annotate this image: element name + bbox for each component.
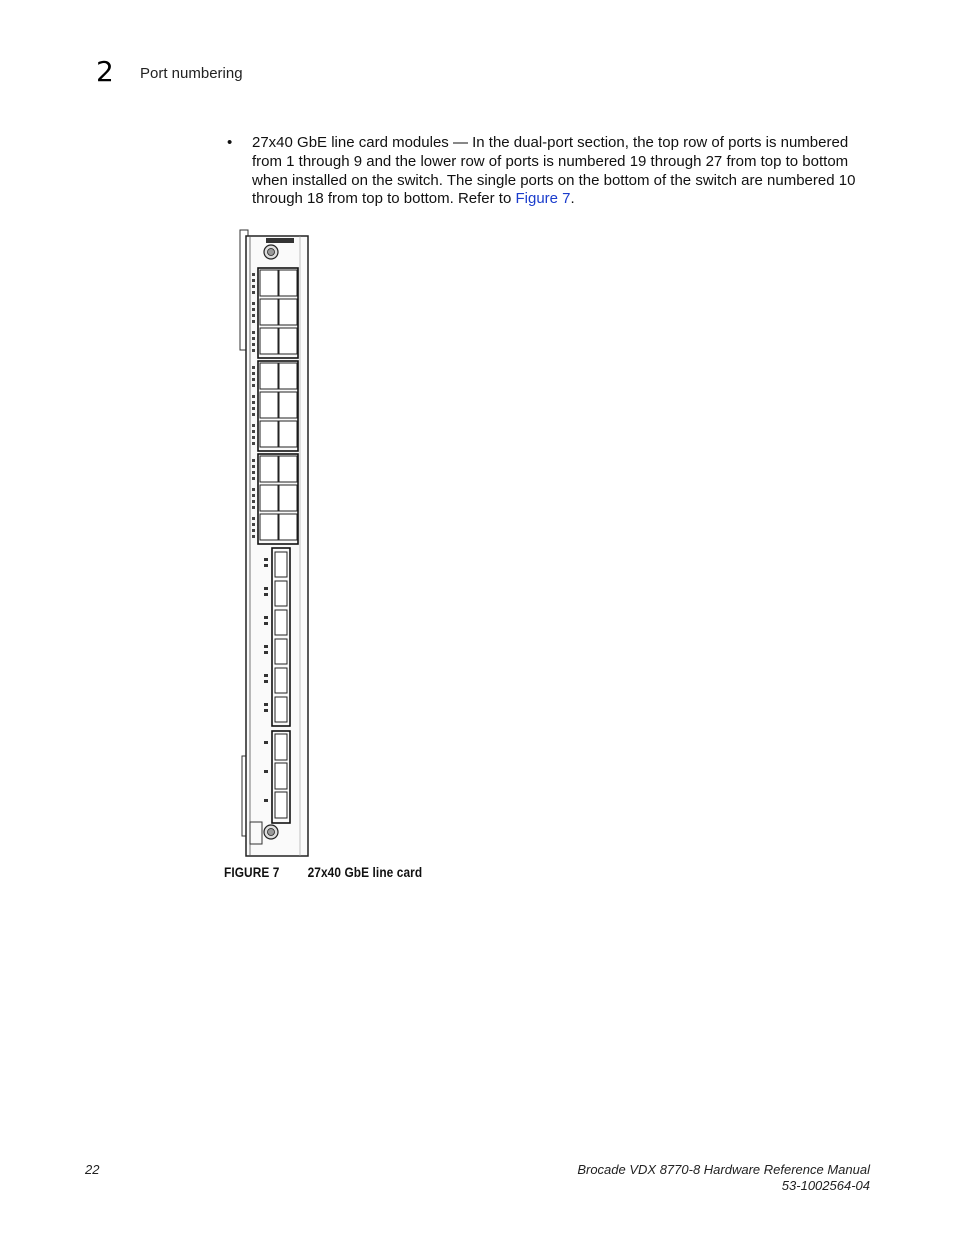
status-led	[252, 308, 255, 311]
dual-port-cage	[260, 514, 278, 540]
status-led	[264, 799, 268, 802]
single-port-cage	[275, 763, 287, 789]
status-led	[264, 616, 268, 619]
status-led	[252, 488, 255, 491]
single-port-cage	[275, 668, 287, 693]
page-number: 22	[85, 1162, 100, 1177]
status-led	[252, 343, 255, 346]
status-led	[264, 703, 268, 706]
status-led	[252, 494, 255, 497]
status-led	[252, 477, 255, 480]
status-led	[252, 471, 255, 474]
single-port-cage	[275, 639, 287, 664]
status-led	[264, 622, 268, 625]
status-led	[264, 709, 268, 712]
status-led	[252, 395, 255, 398]
dual-port-cage	[260, 421, 278, 447]
dual-port-cage	[260, 363, 278, 389]
status-led	[264, 651, 268, 654]
figure-label: FIGURE 7	[224, 865, 280, 880]
status-led	[264, 564, 268, 567]
bullet-paragraph	[252, 134, 873, 209]
status-led	[252, 331, 255, 334]
dual-port-cage	[260, 299, 278, 325]
status-led	[252, 430, 255, 433]
dual-port-cage	[260, 392, 278, 418]
bullet-period: .	[570, 190, 575, 208]
status-led	[264, 680, 268, 683]
dual-port-cage	[279, 456, 297, 482]
status-led	[252, 413, 255, 416]
status-led	[264, 587, 268, 590]
dual-port-cage	[279, 270, 297, 296]
single-port-cage	[275, 552, 287, 577]
dual-port-cage	[279, 421, 297, 447]
section-title: Port numbering	[140, 65, 243, 82]
dual-port-cage	[279, 328, 297, 354]
figure-reference-link[interactable]: Figure 7	[515, 190, 571, 208]
status-led	[252, 285, 255, 288]
status-led	[264, 741, 268, 744]
dual-port-cage	[279, 299, 297, 325]
status-led	[264, 558, 268, 561]
status-led	[252, 349, 255, 352]
bullet-icon: •	[227, 134, 233, 151]
document-number: 53-1002564-04	[781, 1178, 870, 1193]
dual-port-cage	[260, 270, 278, 296]
status-led	[252, 529, 255, 532]
status-led	[252, 372, 255, 375]
status-led	[252, 378, 255, 381]
status-led	[252, 407, 255, 410]
status-led	[264, 770, 268, 773]
status-led	[252, 523, 255, 526]
line-card-diagram	[236, 226, 314, 858]
status-led	[252, 436, 255, 439]
status-led	[252, 535, 255, 538]
dual-port-cage	[260, 456, 278, 482]
status-led	[252, 314, 255, 317]
status-led	[252, 506, 255, 509]
single-port-cage	[275, 610, 287, 635]
status-led	[252, 517, 255, 520]
status-led	[252, 465, 255, 468]
bullet-item	[225, 134, 873, 209]
status-led	[252, 424, 255, 427]
status-led	[252, 459, 255, 462]
bullet-body-text: 27x40 GbE line card modules — In the dual-port section, the top row of ports is numbered from 1 through 9 and the lower row of ports is numbered 19 through 27 from top to bottom when installed on the switch. The single ports on the bottom of the switch are numbered 10 through 18 from top to bottom. Refer to	[252, 134, 856, 208]
manual-title: Brocade VDX 8770-8 Hardware Reference Manual	[577, 1162, 870, 1177]
dual-port-cage	[279, 392, 297, 418]
bottom-screw-icon	[264, 825, 278, 839]
status-led	[252, 273, 255, 276]
figure-title: 27x40 GbE line card	[307, 865, 423, 880]
status-led	[264, 674, 268, 677]
status-led	[252, 366, 255, 369]
status-led	[264, 645, 268, 648]
status-led	[252, 442, 255, 445]
status-led	[252, 302, 255, 305]
figure-caption	[224, 865, 422, 880]
dual-port-cage	[279, 485, 297, 511]
dual-port-cage	[260, 485, 278, 511]
status-led	[252, 320, 255, 323]
status-led	[252, 384, 255, 387]
status-led	[252, 401, 255, 404]
top-screw-icon	[264, 245, 278, 259]
status-led	[252, 500, 255, 503]
dual-port-cage	[279, 363, 297, 389]
single-port-cage	[275, 792, 287, 818]
status-led	[252, 279, 255, 282]
line-card-figure	[236, 226, 314, 858]
footer-info	[577, 1162, 870, 1194]
single-port-cage	[275, 581, 287, 606]
dual-port-cage	[279, 514, 297, 540]
single-port-cage	[275, 697, 287, 722]
dual-port-cage	[260, 328, 278, 354]
status-led	[252, 291, 255, 294]
status-led	[252, 337, 255, 340]
chapter-number: 2	[96, 55, 114, 88]
single-port-cage	[275, 734, 287, 760]
status-led	[264, 593, 268, 596]
